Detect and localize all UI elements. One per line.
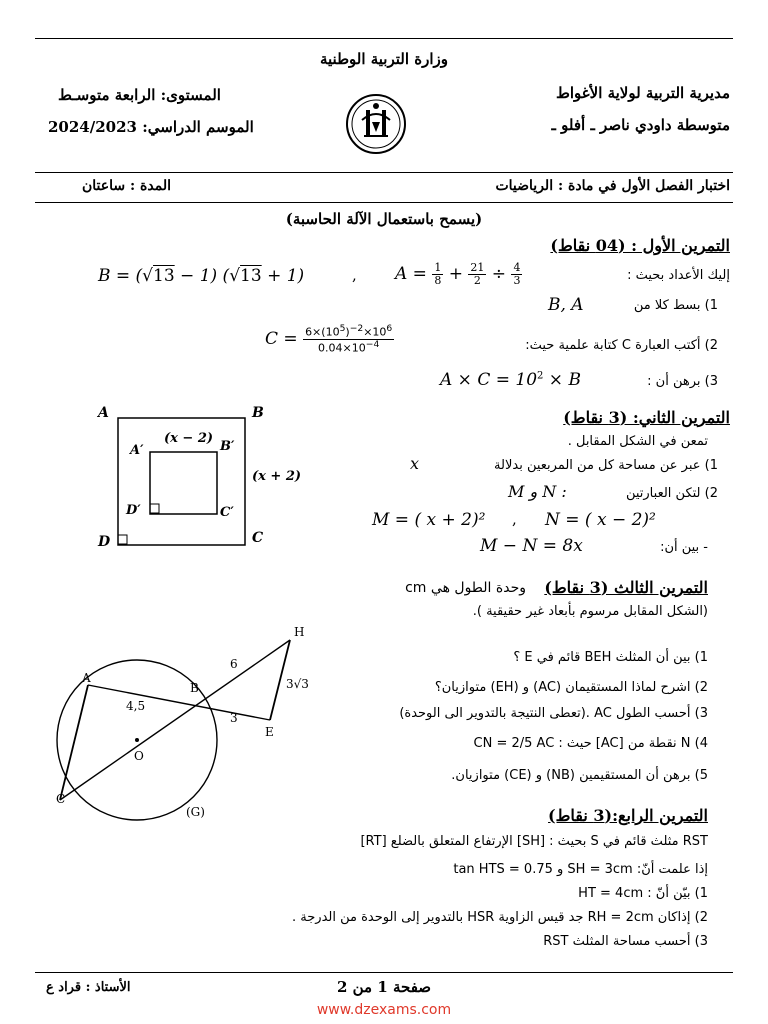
ex4-q1: 1) بيّن أنّ : HT = 4cm xyxy=(578,886,708,901)
school-label: متوسطة داودي ناصر ـ أفلو ـ xyxy=(551,116,730,134)
teacher-label: الأستاذ : قراد ع xyxy=(46,980,131,995)
label-AB-length: 4,5 xyxy=(126,699,146,713)
ex1-B-expression: B = (√13 − 1) (√13 + 1) xyxy=(98,266,305,286)
school-seal-icon xyxy=(344,92,408,156)
ex2-q3-math: M − N = 8x xyxy=(480,536,583,556)
label-HE-length: 3√3 xyxy=(286,677,309,691)
comma-separator: , xyxy=(512,510,517,528)
label-A-prime: A′ xyxy=(130,443,144,458)
label-C-prime: C′ xyxy=(220,505,234,520)
ex1-A-expression: A = $\frac{1}{8}$ + $\frac{21}{2}$ ÷ $\frac{4}{3}$ xyxy=(395,261,521,288)
comma-separator: , xyxy=(352,266,357,284)
ex3-circle-figure xyxy=(40,620,330,830)
ex2-q3: - بين أن: xyxy=(660,540,708,555)
ex2-M-expression: M = ( x + 2)² xyxy=(372,510,486,530)
ex3-q3: 3) أحسب الطول AC .(تعطى النتيجة بالتدوير الى الوحدة) xyxy=(399,706,708,721)
ex1-intro: إليك الأعداد بحيث : xyxy=(627,268,730,283)
ex3-title: التمرين الثالث (3 نقاط) xyxy=(544,578,708,597)
site-link[interactable]: www.dzexams.com xyxy=(316,1002,452,1018)
label-x-minus-2: (x − 2) xyxy=(164,431,214,446)
label-B-prime: B′ xyxy=(220,439,235,454)
calculator-note: (يسمح باستعمال الآلة الحاسبة) xyxy=(285,210,483,228)
page-number: صفحة 1 من 2 xyxy=(336,978,432,996)
label-G: (G) xyxy=(186,805,205,819)
ex1-q3-math: $A \times C = 10^2 \times B$ xyxy=(440,370,581,390)
label-BE-length: 3 xyxy=(230,711,238,725)
label-E: E xyxy=(265,725,274,739)
footer-rule xyxy=(35,972,733,973)
level-label: المستوى: الرابعة متوسـط xyxy=(58,86,221,104)
label-O: O xyxy=(134,749,144,763)
ex3-q2: 2) اشرح لماذا المستقيمان (AC) و (EH) متوازيان؟ xyxy=(434,680,708,695)
exam-title: اختبار الفصل الأول في مادة : الرياضيات xyxy=(495,178,730,194)
ex4-title: التمرين الرابع:(3 نقاط) xyxy=(548,806,708,825)
ex1-title: التمرين الأول : (04 نقاط) xyxy=(550,236,730,255)
label-x-plus-2: (x + 2) xyxy=(252,469,302,484)
label-A: A xyxy=(98,405,109,421)
duration-label: المدة : ساعتان xyxy=(82,178,171,194)
ex2-q1-var: x xyxy=(410,454,420,473)
ex2-intro: تمعن في الشكل المقابل . xyxy=(567,434,708,449)
ex4-intro: RST مثلث قائم في S بحيث : [SH] الإرتفاع المتعلق بالضلع [RT] xyxy=(360,834,708,849)
segment-CH xyxy=(60,640,290,800)
directorate-label: مديرية التربية لولاية الأغواط xyxy=(556,84,730,102)
center-O xyxy=(135,738,139,742)
ex4-q3: 3) أحسب مساحة المثلث RST xyxy=(543,934,708,949)
label-H: H xyxy=(294,625,305,639)
header-rule xyxy=(35,172,733,173)
label-BH-length: 6 xyxy=(230,657,238,671)
inner-square xyxy=(150,452,217,514)
ex2-N-expression: N = ( x − 2)² xyxy=(545,510,656,530)
label-B: B xyxy=(190,681,199,695)
ex1-q3: 3) برهن أن : xyxy=(647,374,718,389)
ex3-title-rest: وحدة الطول هي cm xyxy=(405,580,526,596)
right-angle-marker xyxy=(118,535,127,544)
ex2-q2: 2) لتكن العبارتين xyxy=(625,486,718,501)
label-D: D xyxy=(98,534,111,550)
title-rule xyxy=(35,202,733,203)
ex4-q2: 2) إذاكان RH = 2cm جد قيس الزاوية HSR بالتدوير إلى الوحدة من الدرجة . xyxy=(292,910,708,925)
ex1-q2: 2) أكتب العبارة C كتابة علمية حيث: xyxy=(525,338,718,353)
ex1-q1-math: B, A xyxy=(548,295,584,315)
label-A: A xyxy=(82,671,91,685)
ex3-note: (الشكل المقابل مرسوم بأبعاد غير حقيقية ). xyxy=(472,604,708,619)
ex2-title: التمرين الثاني: (3 نقاط) xyxy=(563,408,730,427)
ex2-square-figure xyxy=(92,400,322,555)
ex1-q1: 1) بسط كلا من xyxy=(633,298,718,313)
ex2-q2-math: M و N : xyxy=(508,482,567,501)
ministry-title: وزارة التربية الوطنية xyxy=(319,50,448,68)
label-C: C xyxy=(56,792,66,806)
ex2-q1: 1) عبر عن مساحة كل من المربعين بدلالة xyxy=(494,458,718,473)
segment-AE xyxy=(88,685,270,720)
right-angle-marker xyxy=(150,504,159,513)
label-B: B xyxy=(252,405,264,421)
ex3-q5: 5) برهن أن المستقيمين (NB) و (CE) متوازيان. xyxy=(451,768,708,783)
ex3-q1: 1) بين أن المثلث BEH قائم في E ؟ xyxy=(513,650,708,665)
label-C: C xyxy=(252,530,264,546)
ex3-q4: 4) N نقطة من [AC] حيث : CN = 2/5 AC xyxy=(473,736,708,751)
top-rule xyxy=(35,38,733,39)
ex4-given: إذا علمت أنّ: SH = 3cm و tan HTS = 0.75 xyxy=(453,862,708,877)
year-label: الموسم الدراسي: 2024/2023 xyxy=(48,118,254,136)
ex1-C-expression: C = $\frac{6\times(10^5)^{-2}\times 10^6}{0.04\times 10^{-4}}$ xyxy=(265,323,393,355)
label-D-prime: D′ xyxy=(126,503,141,518)
